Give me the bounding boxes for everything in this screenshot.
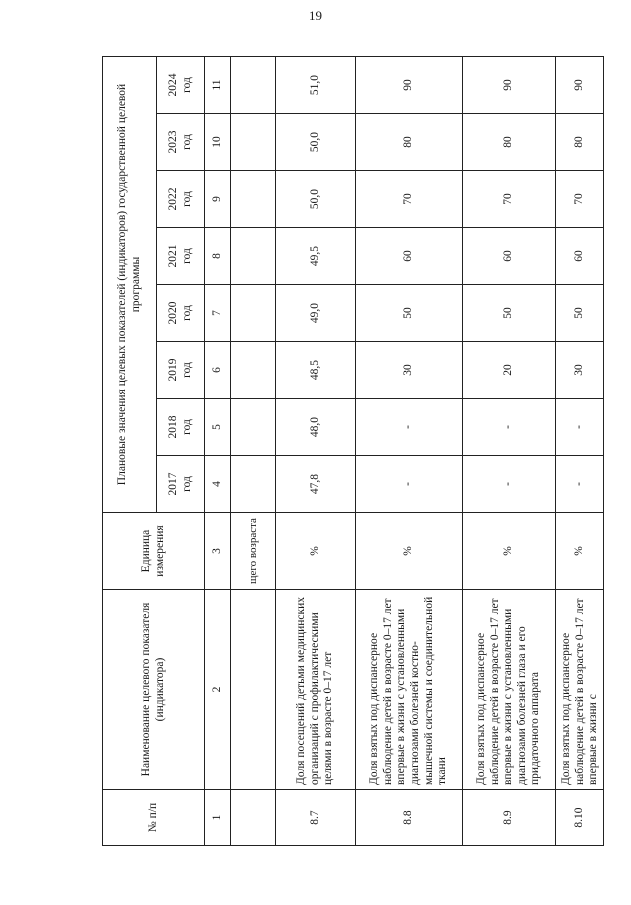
row-value: 70 <box>556 171 604 228</box>
row-value: 51,0 <box>276 57 356 114</box>
header-year: 2018 год <box>157 399 205 456</box>
column-number: 8 <box>205 228 231 285</box>
row-value: - <box>556 399 604 456</box>
header-year: 2019 год <box>157 342 205 399</box>
page-number: 19 <box>309 8 322 23</box>
header-year: 2017 год <box>157 456 205 513</box>
row-name: Доля взятых под диспансерное наблюдение детей в возрасте 0–17 лет впервые в жизни с <box>556 590 604 790</box>
header-year: 2023 год <box>157 114 205 171</box>
header-year: 2022 год <box>157 171 205 228</box>
row-value: 60 <box>556 228 604 285</box>
row-unit: % <box>356 513 463 590</box>
row-unit: % <box>463 513 556 590</box>
row-num: 8.10 <box>556 790 604 846</box>
row-name: Доля взятых под диспансерное наблюдение детей в возрасте 0–17 лет впервые в жизни с установленными диагнозами болезней глаза и его придаточного аппарата <box>463 590 556 790</box>
header-plan-group: Плановые значения целевых показателей (индикаторов) государственной целевой программы <box>103 57 157 513</box>
rotated-table-container <box>102 57 600 846</box>
row-value: 90 <box>463 57 556 114</box>
row-value: 80 <box>463 114 556 171</box>
row-num: 8.8 <box>356 790 463 846</box>
column-number: 10 <box>205 114 231 171</box>
row-value: 49,0 <box>276 285 356 342</box>
row-value: 50 <box>356 285 463 342</box>
row-value: 80 <box>556 114 604 171</box>
row-value: 48,0 <box>276 399 356 456</box>
row-value: 50,0 <box>276 171 356 228</box>
column-number: 6 <box>205 342 231 399</box>
header-year: 2021 год <box>157 228 205 285</box>
column-number: 11 <box>205 57 231 114</box>
targets-table <box>102 56 604 846</box>
stub-unit: щего возраста <box>231 513 276 590</box>
header-row <box>103 57 157 846</box>
column-numbers-row <box>205 57 231 846</box>
row-value: - <box>556 456 604 513</box>
row-value: 60 <box>463 228 556 285</box>
header-year: 2020 год <box>157 285 205 342</box>
table-row <box>556 57 604 846</box>
row-unit: % <box>276 513 356 590</box>
column-number: 3 <box>205 513 231 590</box>
table-row <box>356 57 463 846</box>
column-number: 4 <box>205 456 231 513</box>
row-value: - <box>463 456 556 513</box>
table-row <box>276 57 356 846</box>
table-row <box>463 57 556 846</box>
column-number: 1 <box>205 790 231 846</box>
row-value: 50 <box>463 285 556 342</box>
stub-row <box>231 57 276 846</box>
column-number: 5 <box>205 399 231 456</box>
column-number: 9 <box>205 171 231 228</box>
row-value: - <box>356 399 463 456</box>
row-num: 8.9 <box>463 790 556 846</box>
row-unit: % <box>556 513 604 590</box>
row-value: 20 <box>463 342 556 399</box>
header-unit: Единица измерения <box>103 513 205 590</box>
row-value: 70 <box>356 171 463 228</box>
column-number: 2 <box>205 590 231 790</box>
header-name: Наименование целевого показателя (индикатора) <box>103 590 205 790</box>
row-value: 50 <box>556 285 604 342</box>
row-value: 48,5 <box>276 342 356 399</box>
row-num: 8.7 <box>276 790 356 846</box>
row-value: 30 <box>556 342 604 399</box>
row-value: 80 <box>356 114 463 171</box>
header-year: 2024 год <box>157 57 205 114</box>
row-value: - <box>463 399 556 456</box>
row-value: - <box>356 456 463 513</box>
column-number: 7 <box>205 285 231 342</box>
row-value: 47,8 <box>276 456 356 513</box>
row-name: Доля взятых под диспансерное наблюдение детей в возрасте 0–17 лет впервые в жизни с установленными диагнозами болезней костно-мышечной системы и соединительной ткани <box>356 590 463 790</box>
row-name: Доля посещений детьми медицинских организаций с профилактическими целями в возрасте 0–17 лет <box>276 590 356 790</box>
row-value: 90 <box>356 57 463 114</box>
row-value: 90 <box>556 57 604 114</box>
row-value: 30 <box>356 342 463 399</box>
row-value: 50,0 <box>276 114 356 171</box>
header-num: № п/п <box>103 790 205 846</box>
row-value: 60 <box>356 228 463 285</box>
row-value: 49,5 <box>276 228 356 285</box>
row-value: 70 <box>463 171 556 228</box>
